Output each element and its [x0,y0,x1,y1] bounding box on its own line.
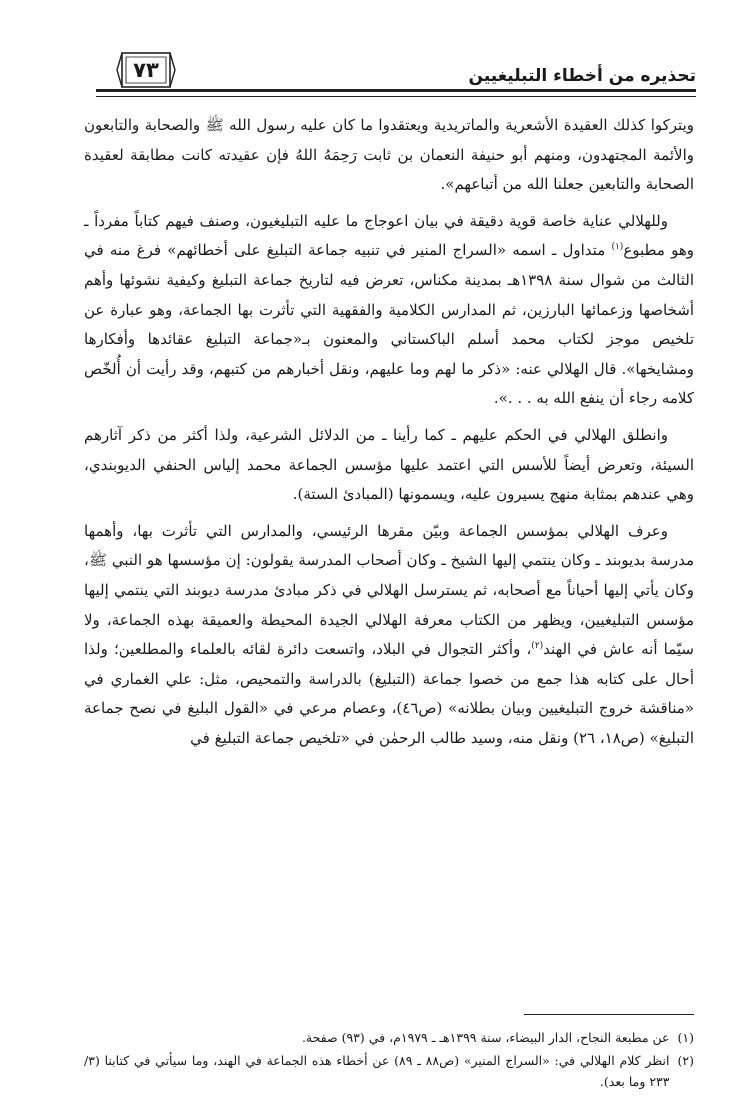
paragraph-text: وعرف الهلالي بمؤسس الجماعة وبيّن مقرها الرئيسي، والمدارس التي تأثرت بها، وأهمها مدرسة بديوبند ـ وكان ينتمي إليها الشيخ ـ وكان أصحاب المدرسة يقولون: إن مؤسسها هو النبي ﷺ، وكان يأتي إليها أحياناً مع أصحابه، ثم يسترسل الهلالي في ذكر مبادئ مدرسة ديوبند التي ينتمي إليها مؤسس التبليغيين، ويظهر من الكتاب معرفة الهلالي الجيدة المحيطة والعميقة بهذه الجماعة، ولا سيّما أنه عاش في الهند [84,521,694,659]
running-header-title: تحذيره من أخطاء التبليغيين [468,66,696,86]
paragraph-text: ويتركوا كذلك العقيدة الأشعرية والماتريدية ويعتقدوا ما كان عليه رسول الله ﷺ والصحابة والتابعون والأئمة المجتهدون، ومنهم أبو حنيفة النعمان بن ثابت رَحِمَهُ اللهُ فإن عقيدته كانت مطابقة لعقيدة الصحابة والتابعين جعلنا الله من أتباعهم». [84,116,694,194]
paragraph-text: وللهلالي عناية خاصة قوية دقيقة في بيان اعوجاج ما عليه التبليغيون، وصنف فيهم كتاباً مفرداً ـ وهو مطبوع [84,211,694,260]
paragraph-text: وانطلق الهلالي في الحكم عليهم ـ كما رأينا ـ من الدلائل الشرعية، ولذا أكثر من ذكر آثارهم السيئة، وتعرض أيضاً للأسس التي اعتمد عليها مؤسس الجماعة محمد إلياس الحنفي الديوبندي، وهي عندهم بمثابة منهج يسيرون عليه، ويسمونها (المبادئ الستة). [84,425,694,504]
footnotes [84,1027,694,1094]
page-number: ٧٣ [133,58,159,82]
running-header [96,44,696,92]
footnote-separator [524,1014,694,1015]
header-rule-thin [96,96,696,97]
paragraph-text: متداول ـ اسمه «السراج المنير في تنبيه جماعة التبليغ على أخطائهم» فرغ منه في الثالث من شوال سنة ١٣٩٨هـ بمدينة مكناس، تعرض فيه لتاريخ جماعة التبليغ وكيفية نشوئها وأهم أشخاصها وزعمائها البارزين، ثم المدارس الكلامية والفقهية التي تأثرت بها الجماعة، وهو عبارة عن تلخيص موجز لكتاب محمد أسلم الباكستاني والمعنون بـ«جماعة التبليغ عقائدها وأفكارها ومشايخها». قال الهلالي عنه: «ذكر ما لهم وما عليهم، ونقل أخبارهم من كتبهم، وقد رأيت أن أُلخّص كلامه رجاء أن ينفع الله به . . .». [84,241,694,408]
footnote [84,1050,694,1092]
paragraph [84,207,694,414]
footnote-text: عن مطبعة النجاح، الدار البيضاء، سنة ١٣٩٩هـ ـ ١٩٧٩م، في (٩٣) صفحة. [301,1030,670,1045]
paragraph-text: ، وأكثر التجوال في البلاد، واتسعت دائرة لقائه بالعلماء والمطلعين؛ ولذا أحال على كتابه هذا جمع من خصوا جماعة (التبليغ) بالدراسة والتمحيص، مثل: علي الغماري في «مناقشة خروج التبليغيين وبيان بطلانه» (ص٤٦)، وعصام مرعي في «القول البليغ في نصح جماعة التبليغ» (ص١٨، ٢٦) ونقل منه، وسيد طالب الرحمٰن في «تلخيص جماعة التبليغ في [84,640,694,747]
footnote-text: انظر كلام الهلالي في: «السراج المنير» (ص٨٨ ـ ٨٩) عن أخطاء هذه الجماعة في الهند، وما سيأتي في كتابنا (٣/ ٢٣٣ وما بعد). [84,1053,670,1089]
paragraph [84,111,694,200]
footnote-reference: (٢) [531,641,544,652]
footnote-number: (٢) [677,1053,694,1068]
footnote-reference: (١) [611,242,624,253]
page-number-ornament [116,50,176,90]
footnote [84,1027,694,1048]
footnote-number: (١) [677,1030,694,1045]
paragraph [84,517,694,754]
main-text [84,111,694,760]
paragraph [84,421,694,510]
header-rule [96,89,696,92]
